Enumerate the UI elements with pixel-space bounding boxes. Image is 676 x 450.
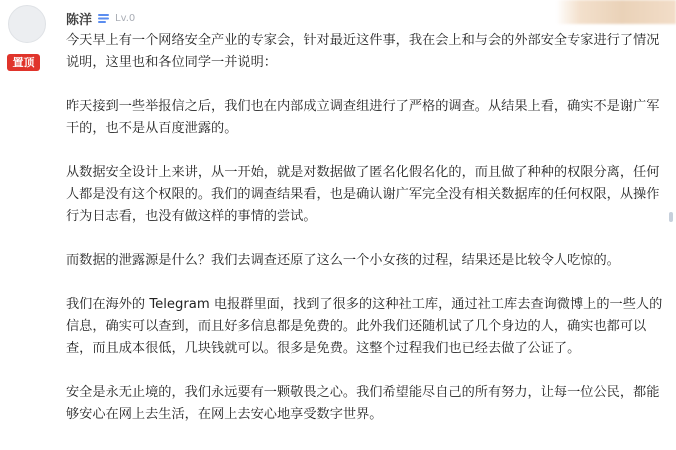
author-name[interactable]: 陈洋 [66,12,93,28]
paragraph-4: 而数据的泄露源是什么？我们去调查还原了这么一个小女孩的过程，结果还是比较令人吃惊的。 [66,253,620,268]
paragraph-2: 昨天接到一些举报信之后，我们也在内部成立调查组进行了严格的调查。从结果上看，确实不是谢广军干的，也不是从百度泄露的。 [66,99,660,136]
post-header [66,7,135,29]
paragraph-1: 今天早上有一个网络安全产业的专家会，针对最近这件事，我在会上和与会的外部安全专家进行了情况说明，这里也和各位同学一并说明： [66,33,660,70]
pinned-badge: 置顶 [7,54,40,71]
avatar[interactable] [8,5,46,43]
user-level: Lv.0 [115,12,136,24]
scroll-marker[interactable] [669,212,673,222]
post-content [66,30,666,426]
paragraph-3: 从数据安全设计上来讲，从一开始，就是对数据做了匿名化假名化的，而且做了种种的权限分离，任何人都是没有这个权限的。我们的调查结果看，也是确认谢广军完全没有相关数据库的任何权限，从操作行为日志看，也没有做这样的事情的尝试。 [66,165,660,224]
verified-badge-icon [97,12,110,24]
paragraph-6: 安全是永无止境的，我们永远要有一颗敬畏之心。我们希望能尽自己的所有努力，让每一位公民，都能够安心在网上去生活，在网上去安心地享受数字世界。 [66,385,660,422]
corner-blur-region [556,0,676,24]
paragraph-5: 我们在海外的 Telegram 电报群里面，找到了很多的这种社工库，通过社工库去查询微博上的一些人的信息，确实可以查到，而且好多信息都是免费的。此外我们还随机试了几个身边的人，确实也都可以查，而且成本很低，几块钱就可以。很多是免费。这整个过程我们也已经去做了公证了。 [66,297,663,356]
